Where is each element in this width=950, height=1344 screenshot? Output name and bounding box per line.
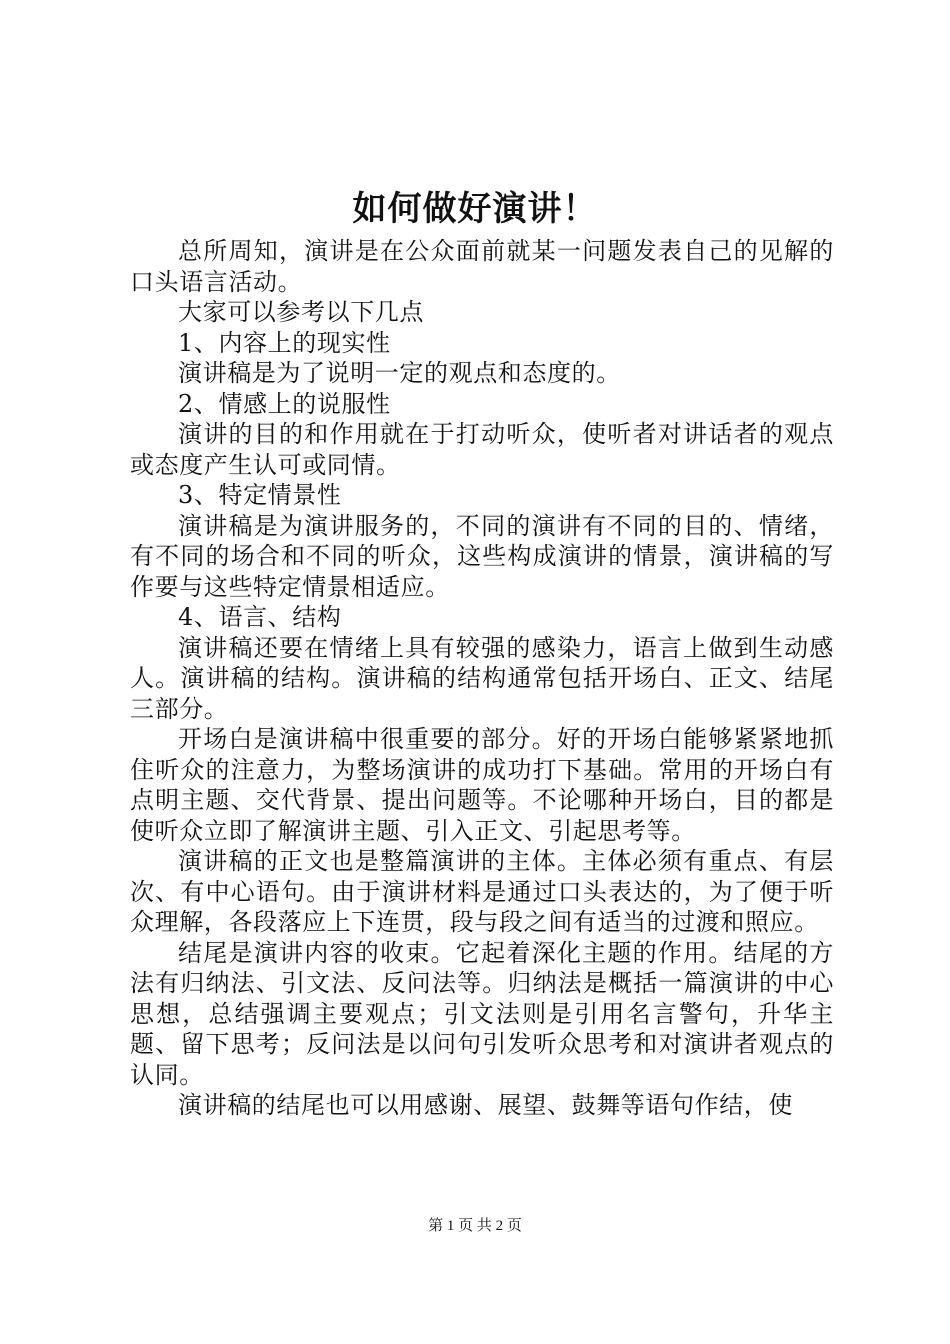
document-title: 如何做好演讲！ [352,189,598,229]
paragraph: 演讲稿还要在情绪上具有较强的感染力，语言上做到生动感人。演讲稿的结构。演讲稿的结构通常包括开场白、正文、结尾三部分。 [130,633,834,723]
paragraph: 结尾是演讲内容的收束。它起着深化主题的作用。结尾的方法有归纳法、引文法、反问法等。归纳法是概括一篇演讲的中心思想，总结强调主要观点；引文法则是引用名言警句，升华主题、留下思考；反问法是以问句引发听众思考和对演讲者观点的认同。 [130,938,834,1089]
paragraph: 演讲稿的正文也是整篇演讲的主体。主体必须有重点、有层次、有中心语句。由于演讲材料是通过口头表达的，为了便于听众理解，各段落应上下连贯，段与段之间有适当的过渡和照应。 [130,847,834,936]
paragraph: 演讲稿的结尾也可以用感谢、展望、鼓舞等语句作结，使 [178,1091,793,1119]
paragraph: 总所周知，演讲是在公众面前就某一问题发表自己的见解的口头语言活动。 [130,237,834,296]
paragraph: 演讲稿是为了说明一定的观点和态度的。 [178,359,621,387]
section-heading: 2、情感上的说服性 [178,389,391,418]
page-footer: 第 1 页 共 2 页 [428,1218,522,1234]
paragraph: 大家可以参考以下几点 [178,298,424,326]
document-body [130,236,834,1121]
section-heading: 3、特定情景性 [178,481,342,509]
section-heading: 1、内容上的现实性 [178,328,391,357]
section-heading: 4、语言、结构 [178,603,342,631]
paragraph: 演讲的目的和作用就在于打动听众，使听者对讲话者的观点或态度产生认可或同情。 [130,420,834,479]
paragraph: 开场白是演讲稿中很重要的部分。好的开场白能够紧紧地抓住听众的注意力，为整场演讲的成功打下基础。常用的开场白有点明主题、交代背景、提出问题等。不论哪种开场白，目的都是使听众立即了解演讲主题、引入正文、引起思考等。 [130,725,834,845]
paragraph: 演讲稿是为演讲服务的，不同的演讲有不同的目的、情绪，有不同的场合和不同的听众，这些构成演讲的情景，演讲稿的写作要与这些特定情景相适应。 [130,511,834,601]
